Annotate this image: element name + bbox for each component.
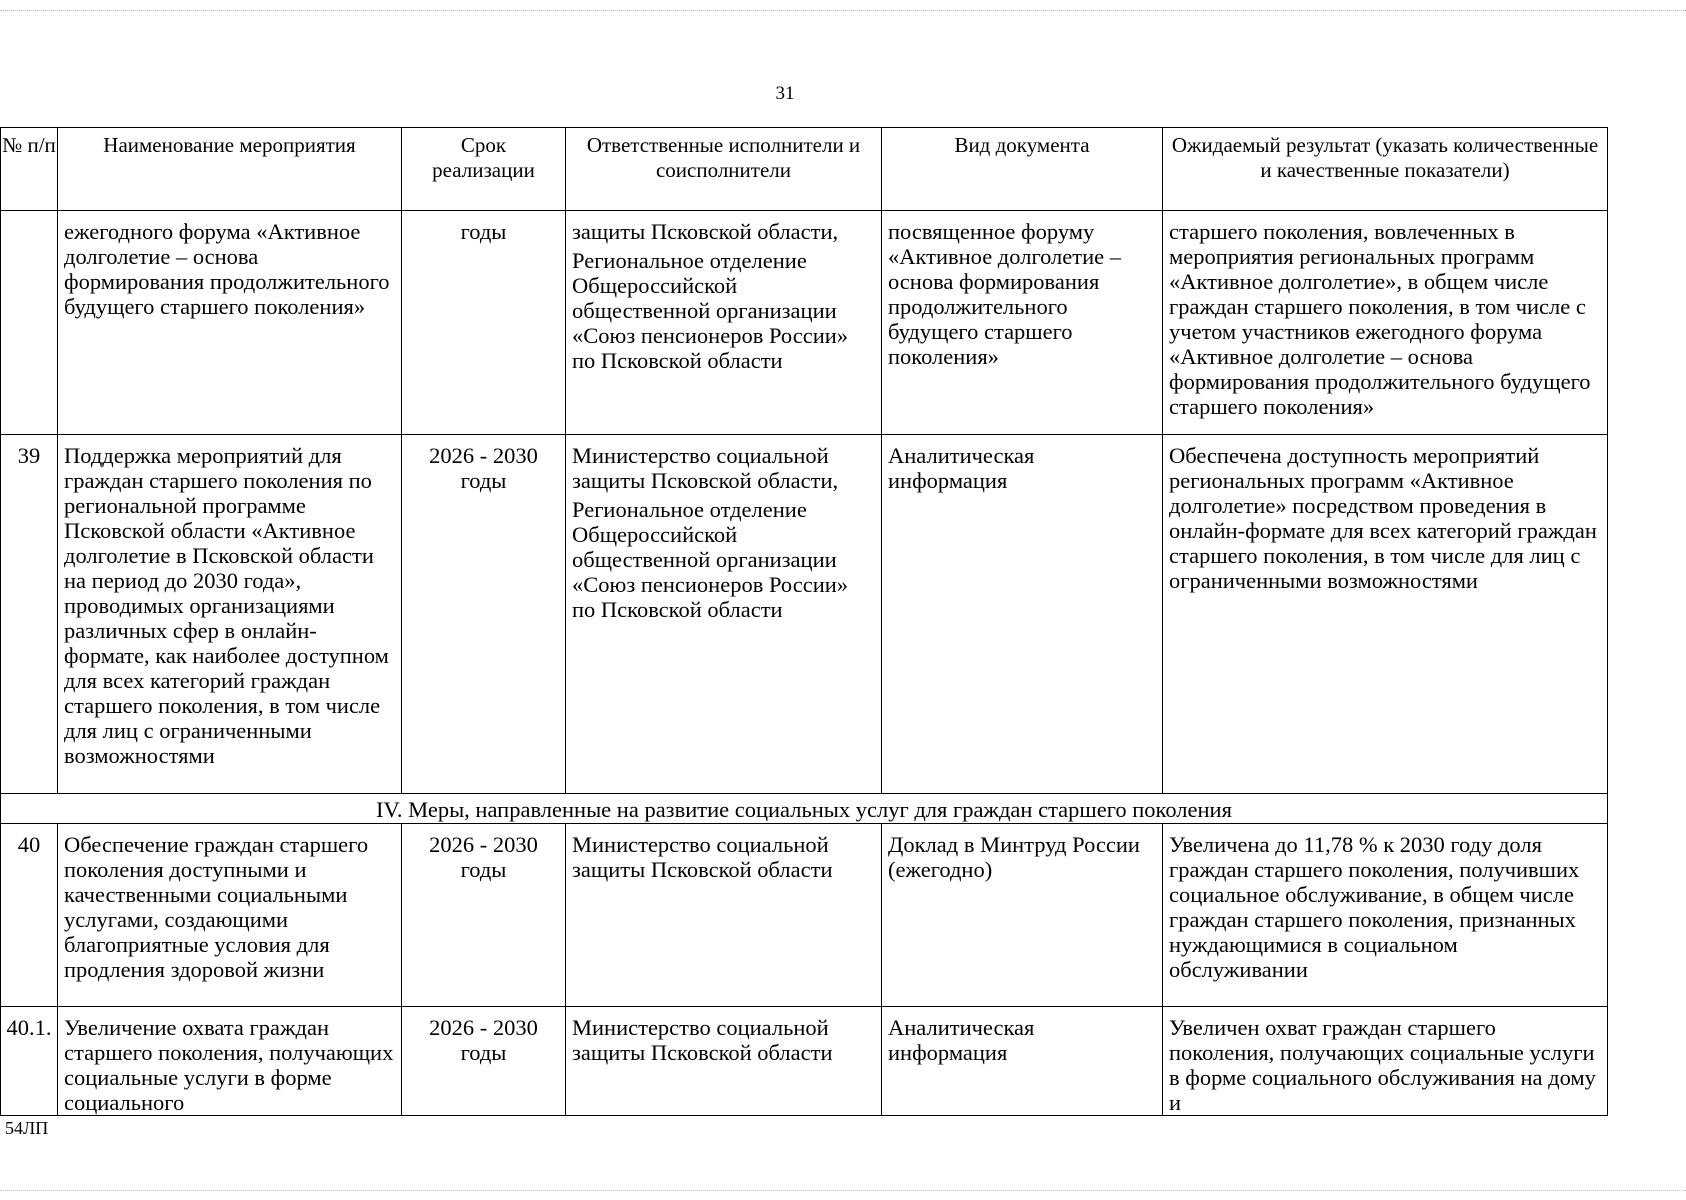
measure-executors: Министерство социальной защиты Псковской области [566, 1007, 882, 1116]
measures-table [0, 127, 1608, 1116]
row-number: 40 [1, 824, 58, 1007]
header-result: Ожидаемый результат (указать количественные и качественные показатели) [1163, 128, 1608, 211]
table-row [1, 824, 1608, 1007]
measure-executors [566, 211, 882, 435]
table-row [1, 435, 1608, 794]
measure-doc-type: Аналитическая информация [882, 435, 1163, 794]
measure-term: 2026 - 2030 годы [402, 1007, 566, 1116]
measure-result: старшего поколения, вовлеченных в мероприятия региональных программ «Активное долголетие», в общем числе граждан старшего поколения, в том числе с учетом участников ежегодного форума «Активное долголетие – основа формирования продолжительного будущего старшего поколения» [1163, 211, 1608, 435]
section-row [1, 794, 1608, 824]
table-header-row [1, 128, 1608, 211]
measure-term: 2026 - 2030 годы [402, 824, 566, 1007]
scan-edge-top [0, 10, 1686, 11]
executors-co: Региональное отделение Общероссийской общественной организации «Союз пенсионеров России» по Псковской области [572, 248, 849, 373]
executors-co: Региональное отделение Общероссийской общественной организации «Союз пенсионеров России» по Псковской области [572, 497, 849, 622]
row-number: 40.1. [1, 1007, 58, 1116]
measure-name: Обеспечение граждан старшего поколения доступными и качественными социальными услугами, создающими благоприятные условия для продления здоровой жизни [58, 824, 402, 1007]
measure-term: 2026 - 2030 годы [402, 435, 566, 794]
executors-primary: Министерство социальной защиты Псковской области, [572, 443, 839, 493]
table-row [1, 1007, 1608, 1116]
header-term: Срок реализации [402, 128, 566, 211]
row-number: 39 [1, 435, 58, 794]
page-number: 31 [775, 83, 795, 104]
section-title: IV. Меры, направленные на развитие социальных услуг для граждан старшего поколения [1, 794, 1608, 824]
measure-result: Увеличена до 11,78 % к 2030 году доля граждан старшего поколения, получивших социальное обслуживание, в общем числе граждан старшего поколения, признанных нуждающимися в социальном обслуживании [1163, 824, 1608, 1007]
measure-term: годы [402, 211, 566, 435]
header-name: Наименование мероприятия [58, 128, 402, 211]
measure-doc-type: посвященное форуму «Активное долголетие – основа формирования продолжительного будущего старшего поколения» [882, 211, 1163, 435]
measure-executors [566, 435, 882, 794]
scan-edge-bottom [0, 1190, 1686, 1191]
measure-name: ежегодного форума «Активное долголетие – основа формирования продолжительного будущего старшего поколения» [58, 211, 402, 435]
footer-code: 54ЛП [5, 1118, 49, 1138]
header-num: № п/п [1, 128, 58, 211]
header-executors: Ответственные исполнители и соисполнители [566, 128, 882, 211]
measure-name: Увеличение охвата граждан старшего поколения, получающих социальные услуги в форме социального [58, 1007, 402, 1116]
executors-primary: защиты Псковской области, [572, 219, 839, 244]
measure-executors: Министерство социальной защиты Псковской области [566, 824, 882, 1007]
measure-result: Обеспечена доступность мероприятий региональных программ «Активное долголетие» посредством проведения в онлайн-формате для всех категорий граждан старшего поколения, в том числе для лиц с ограниченными возможностями [1163, 435, 1608, 794]
row-number [1, 211, 58, 435]
table-row [1, 211, 1608, 435]
measure-name: Поддержка мероприятий для граждан старшего поколения по региональной программе Псковской области «Активное долголетие в Псковской области на период до 2030 года», проводимых организациями различных сфер в онлайн-формате, как наиболее доступном для всех категорий граждан старшего поколения, в том числе для лиц с ограниченными возможностями [58, 435, 402, 794]
header-doc-type: Вид документа [882, 128, 1163, 211]
measure-doc-type: Доклад в Минтруд России (ежегодно) [882, 824, 1163, 1007]
measure-doc-type: Аналитическая информация [882, 1007, 1163, 1116]
measure-result: Увеличен охват граждан старшего поколения, получающих социальные услуги в форме социального обслуживания на дому и [1163, 1007, 1608, 1116]
